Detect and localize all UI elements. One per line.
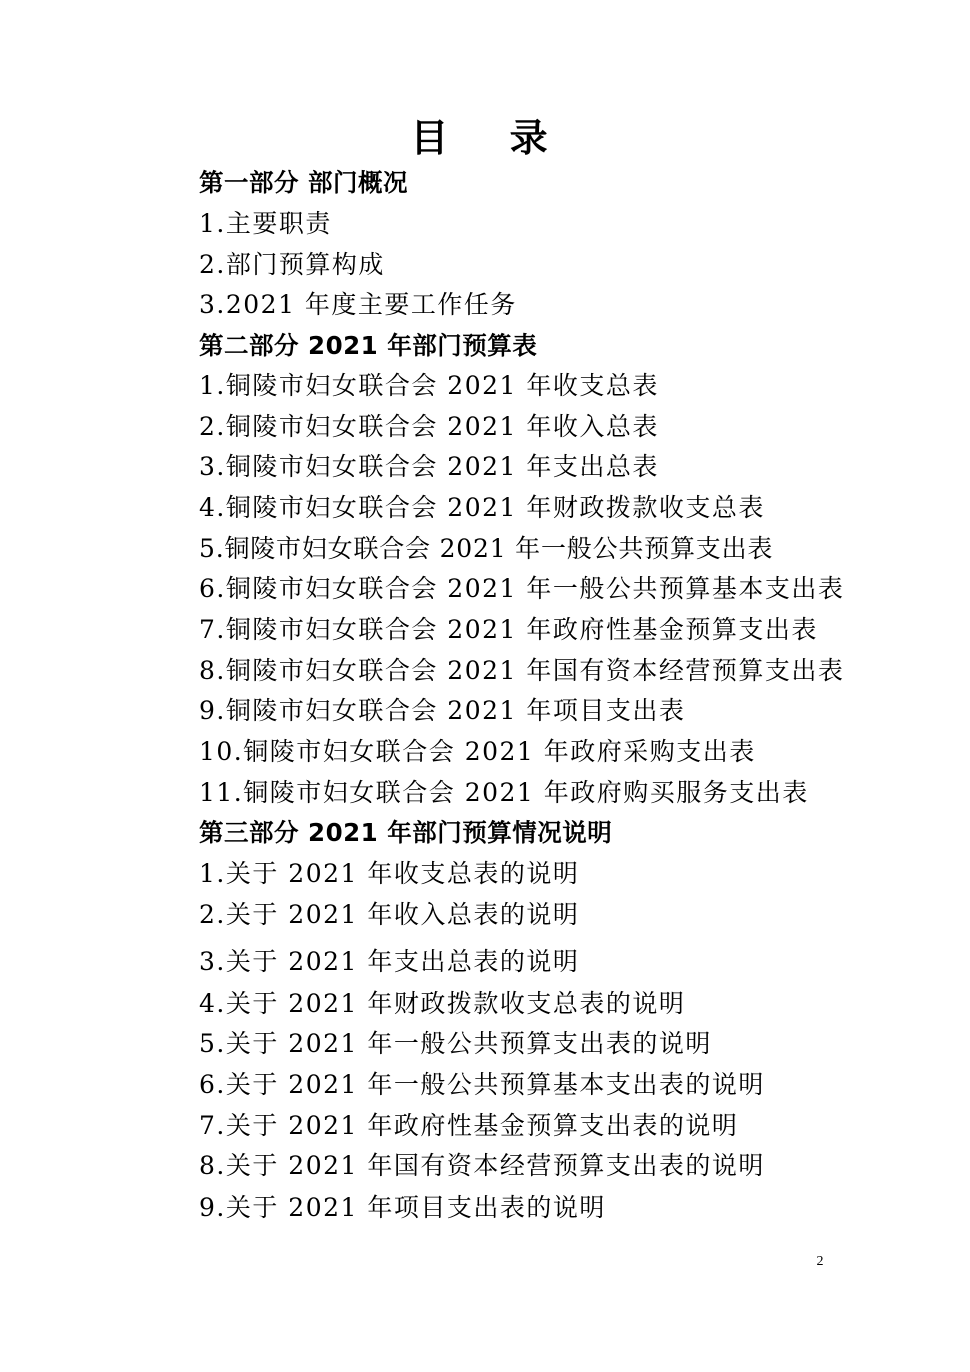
page-title: 目 录 — [410, 116, 572, 160]
toc-item: 5.铜陵市妇女联合会 2021 年一般公共预算支出表 — [199, 534, 774, 563]
toc-item: 7.关于 2021 年政府性基金预算支出表的说明 — [199, 1111, 739, 1140]
toc-item: 9.铜陵市妇女联合会 2021 年项目支出表 — [199, 696, 686, 725]
toc-item: 1.铜陵市妇女联合会 2021 年收支总表 — [199, 371, 659, 400]
toc-item: 1.主要职责 — [199, 209, 332, 238]
toc-item: 6.铜陵市妇女联合会 2021 年一般公共预算基本支出表 — [199, 574, 845, 603]
toc-item: 2.关于 2021 年收入总表的说明 — [199, 900, 580, 929]
toc-item: 4.关于 2021 年财政拨款收支总表的说明 — [199, 989, 686, 1018]
toc-item: 3.2021 年度主要工作任务 — [199, 290, 517, 319]
toc-section-heading: 第一部分 部门概况 — [199, 168, 409, 197]
toc-item: 8.铜陵市妇女联合会 2021 年国有资本经营预算支出表 — [199, 656, 845, 685]
toc-section-heading: 第三部分 2021 年部门预算情况说明 — [199, 818, 613, 847]
toc-item: 8.关于 2021 年国有资本经营预算支出表的说明 — [199, 1151, 765, 1180]
toc-item: 3.铜陵市妇女联合会 2021 年支出总表 — [199, 452, 659, 481]
toc-item: 3.关于 2021 年支出总表的说明 — [199, 947, 580, 976]
toc-item: 10.铜陵市妇女联合会 2021 年政府采购支出表 — [199, 737, 756, 766]
toc-item: 7.铜陵市妇女联合会 2021 年政府性基金预算支出表 — [199, 615, 818, 644]
page-number: 2 — [816, 1254, 824, 1269]
toc-item: 1.关于 2021 年收支总表的说明 — [199, 859, 580, 888]
toc-item: 11.铜陵市妇女联合会 2021 年政府购买服务支出表 — [199, 778, 809, 807]
toc-section-heading: 第二部分 2021 年部门预算表 — [199, 331, 538, 360]
toc-item: 2.部门预算构成 — [199, 250, 385, 279]
toc-item: 2.铜陵市妇女联合会 2021 年收入总表 — [199, 412, 659, 441]
toc-item: 5.关于 2021 年一般公共预算支出表的说明 — [199, 1029, 712, 1058]
toc-item: 6.关于 2021 年一般公共预算基本支出表的说明 — [199, 1070, 765, 1099]
toc-item: 4.铜陵市妇女联合会 2021 年财政拨款收支总表 — [199, 493, 765, 522]
toc-item: 9.关于 2021 年项目支出表的说明 — [199, 1193, 606, 1222]
